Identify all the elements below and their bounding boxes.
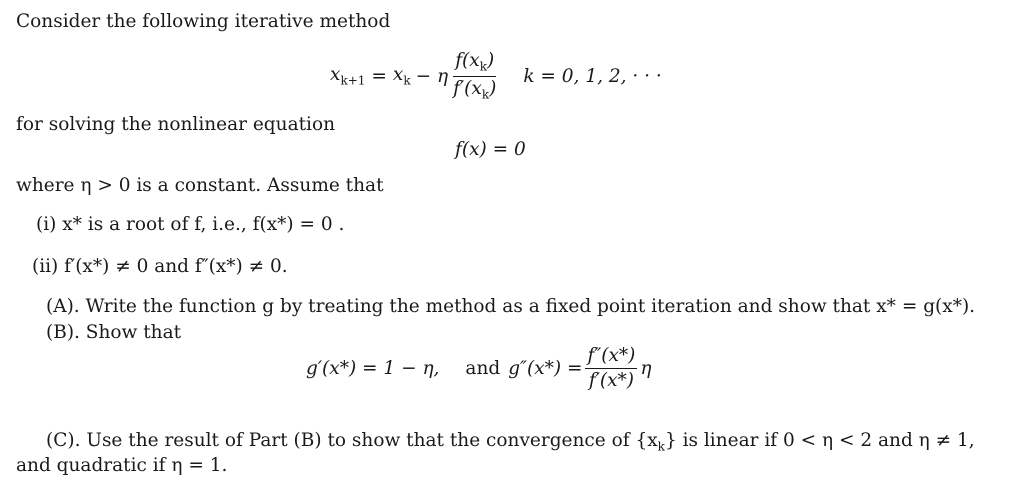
- result-fraction: $\frac{f''(x*)}{f'(x*)}$: [587, 345, 636, 391]
- where-text: where η > 0 is a constant. Assume that: [16, 175, 384, 196]
- g-prime-result: g′(x*) = 1 − η,: [306, 357, 440, 379]
- part-c-line2: and quadratic if η = 1.: [16, 455, 228, 476]
- assumption-ii: (ii) f′(x*) ≠ 0 and f″(x*) ≠ 0.: [32, 256, 288, 277]
- intro-text: Consider the following iterative method: [16, 11, 391, 32]
- part-b: (B). Show that: [46, 322, 182, 343]
- result-eta: η: [640, 357, 652, 379]
- iter-rhs-x: $x_k$: [392, 64, 411, 88]
- assumption-i: (i) x* is a root of f, i.e., f(x*) = 0 .: [36, 214, 345, 235]
- k-range: k = 0, 1, 2, · · ·: [523, 65, 662, 87]
- solving-text: for solving the nonlinear equation: [16, 114, 335, 135]
- g-double-prime-lhs: g″(x*) =: [508, 357, 583, 379]
- result-formula: [306, 341, 651, 395]
- iter-fraction: $\frac{f(x_k)}{f'(x_k)}$: [453, 50, 497, 102]
- part-a: (A). Write the function g by treating the method as a fixed point iteration and show that x* = g(x*).: [46, 296, 976, 317]
- part-c-line1: (C). Use the result of Part (B) to show that the convergence of $\{x_k\}$ is linear if 0 < η < 2 and η ≠ 1,: [46, 430, 975, 454]
- iteration-formula: $x_{k+1}$ = $x_k$ − η $\frac{f(x_k)}{f'(x_k)}$ k = 0, 1, 2, · · ·: [330, 50, 662, 102]
- iter-lhs: $x_{k+1}$: [330, 64, 366, 88]
- and-text: and: [465, 357, 501, 379]
- nonlinear-equation: f(x) = 0: [455, 139, 526, 160]
- iter-minus-eta: − η: [415, 65, 449, 87]
